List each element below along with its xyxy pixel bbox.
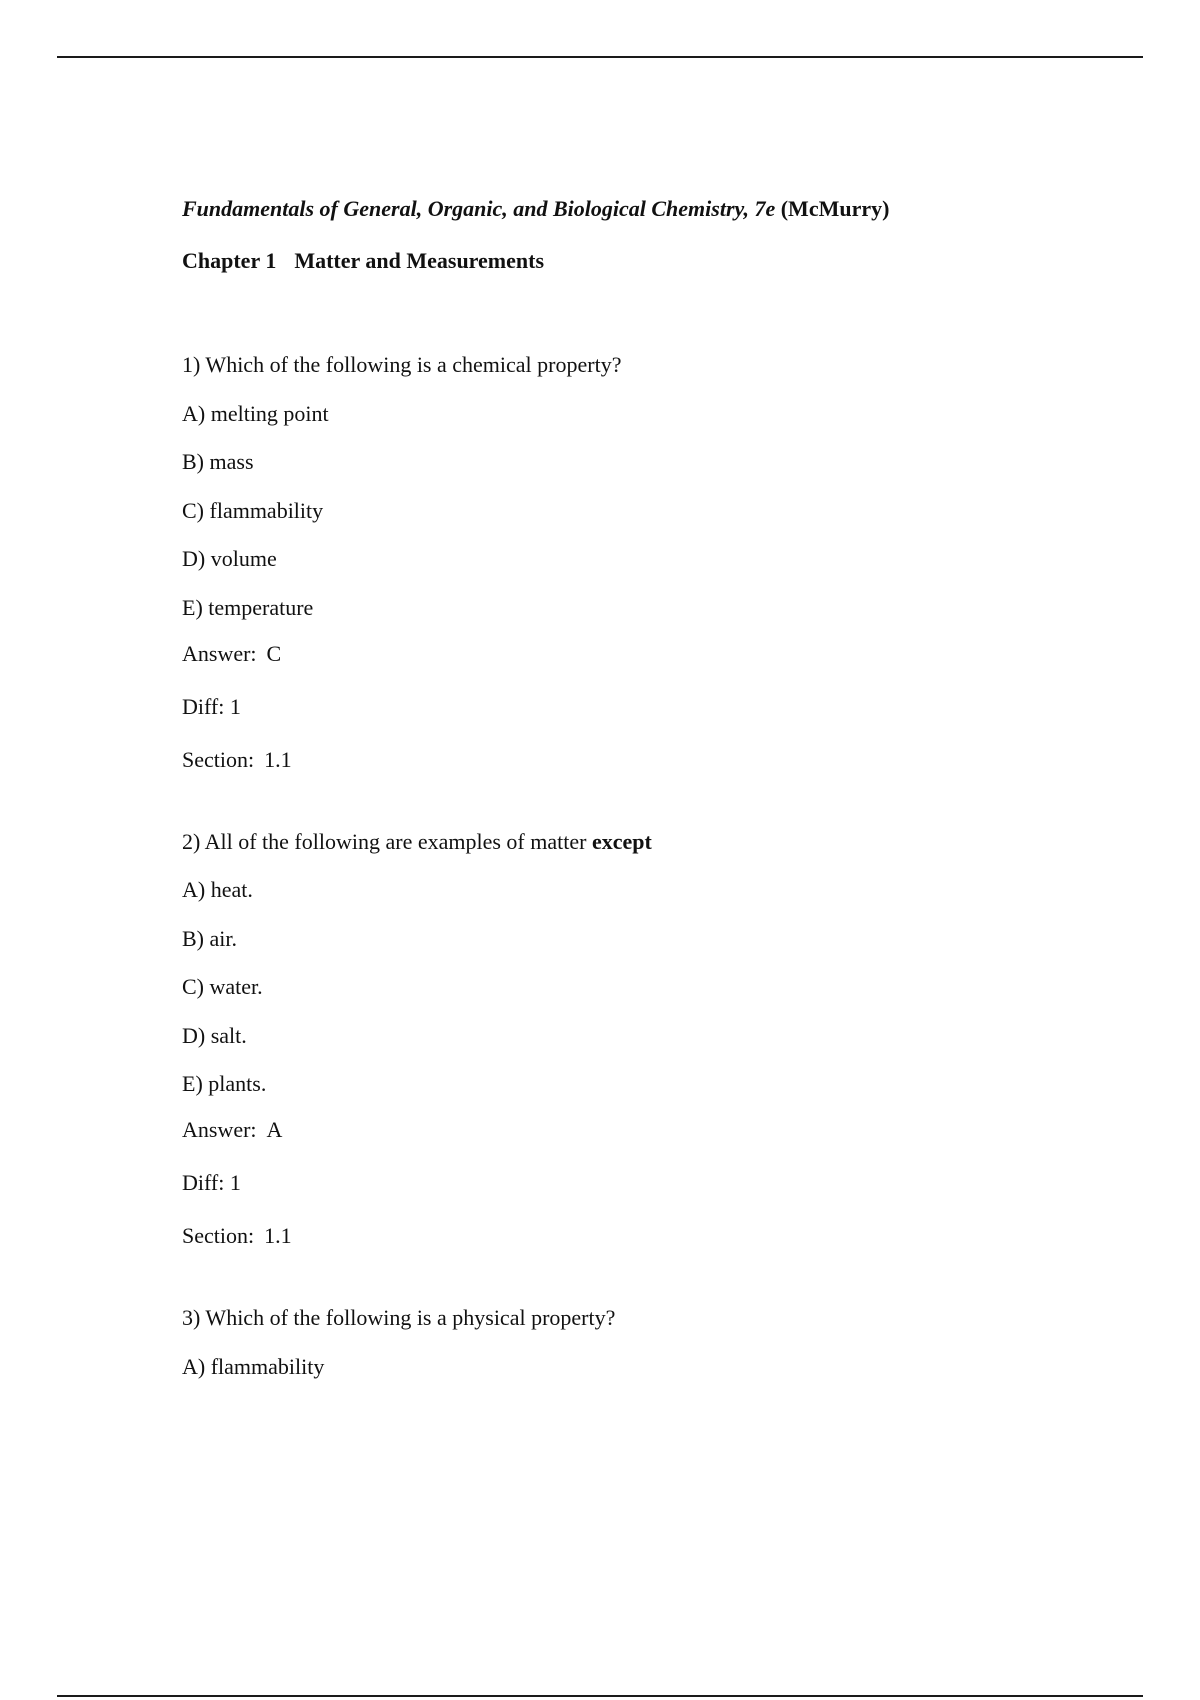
diff-line bbox=[182, 694, 1082, 720]
choice-c: C) flammability bbox=[182, 497, 324, 523]
answer-label: Answer: bbox=[182, 640, 257, 666]
diff-value: 1 bbox=[229, 1170, 241, 1195]
document-body bbox=[182, 196, 1082, 1380]
chapter-title: Matter and Measurements bbox=[294, 248, 545, 273]
question-prompt bbox=[182, 352, 1082, 378]
choice-e: E) temperature bbox=[182, 594, 314, 620]
section-value: 1.1 bbox=[264, 746, 292, 772]
section-label: Section: bbox=[182, 746, 255, 772]
question-prompt bbox=[182, 1305, 1082, 1331]
book-title: Fundamentals of General, Organic, and Biological Chemistry, 7e bbox=[182, 196, 776, 221]
question-prompt-text: 3) Which of the following is a physical property? bbox=[182, 1305, 616, 1330]
choice-b: B) mass bbox=[182, 449, 254, 474]
answer-value: C bbox=[266, 640, 282, 666]
question-2 bbox=[182, 829, 1082, 1250]
choice-d: D) volume bbox=[182, 546, 277, 571]
choice-d: D) salt. bbox=[182, 1022, 247, 1048]
choice-e: E) plants. bbox=[182, 1071, 267, 1096]
answer-label: Answer: bbox=[182, 1117, 257, 1142]
diff-label: Diff: bbox=[182, 693, 225, 719]
chapter-heading bbox=[182, 248, 1082, 274]
book-heading bbox=[182, 196, 1082, 222]
question-prompt-text: 1) Which of the following is a chemical property? bbox=[182, 352, 622, 377]
question-3 bbox=[182, 1305, 1082, 1380]
answer-line bbox=[182, 641, 1082, 667]
diff-line bbox=[182, 1170, 1082, 1196]
diff-value: 1 bbox=[229, 693, 241, 719]
bottom-rule bbox=[57, 1695, 1143, 1697]
section-label: Section: bbox=[182, 1223, 255, 1248]
answer-line bbox=[182, 1117, 1082, 1143]
choice-b: B) air. bbox=[182, 925, 237, 951]
section-value: 1.1 bbox=[264, 1223, 292, 1248]
choice-a: A) heat. bbox=[182, 877, 253, 902]
question-1 bbox=[182, 352, 1082, 773]
section-line bbox=[182, 1223, 1082, 1249]
choice-a: A) flammability bbox=[182, 1353, 325, 1379]
answer-value: A bbox=[266, 1117, 283, 1142]
book-author: (McMurry) bbox=[780, 196, 890, 221]
chapter-number: Chapter 1 bbox=[182, 248, 277, 273]
choice-a: A) melting point bbox=[182, 400, 329, 426]
choice-c: C) water. bbox=[182, 974, 263, 999]
question-prompt-text: 2) All of the following are examples of matter bbox=[182, 828, 587, 854]
section-line bbox=[182, 747, 1082, 773]
top-rule bbox=[57, 56, 1143, 58]
diff-label: Diff: bbox=[182, 1170, 225, 1195]
question-emphasis: except bbox=[591, 828, 652, 854]
question-prompt bbox=[182, 829, 1082, 855]
